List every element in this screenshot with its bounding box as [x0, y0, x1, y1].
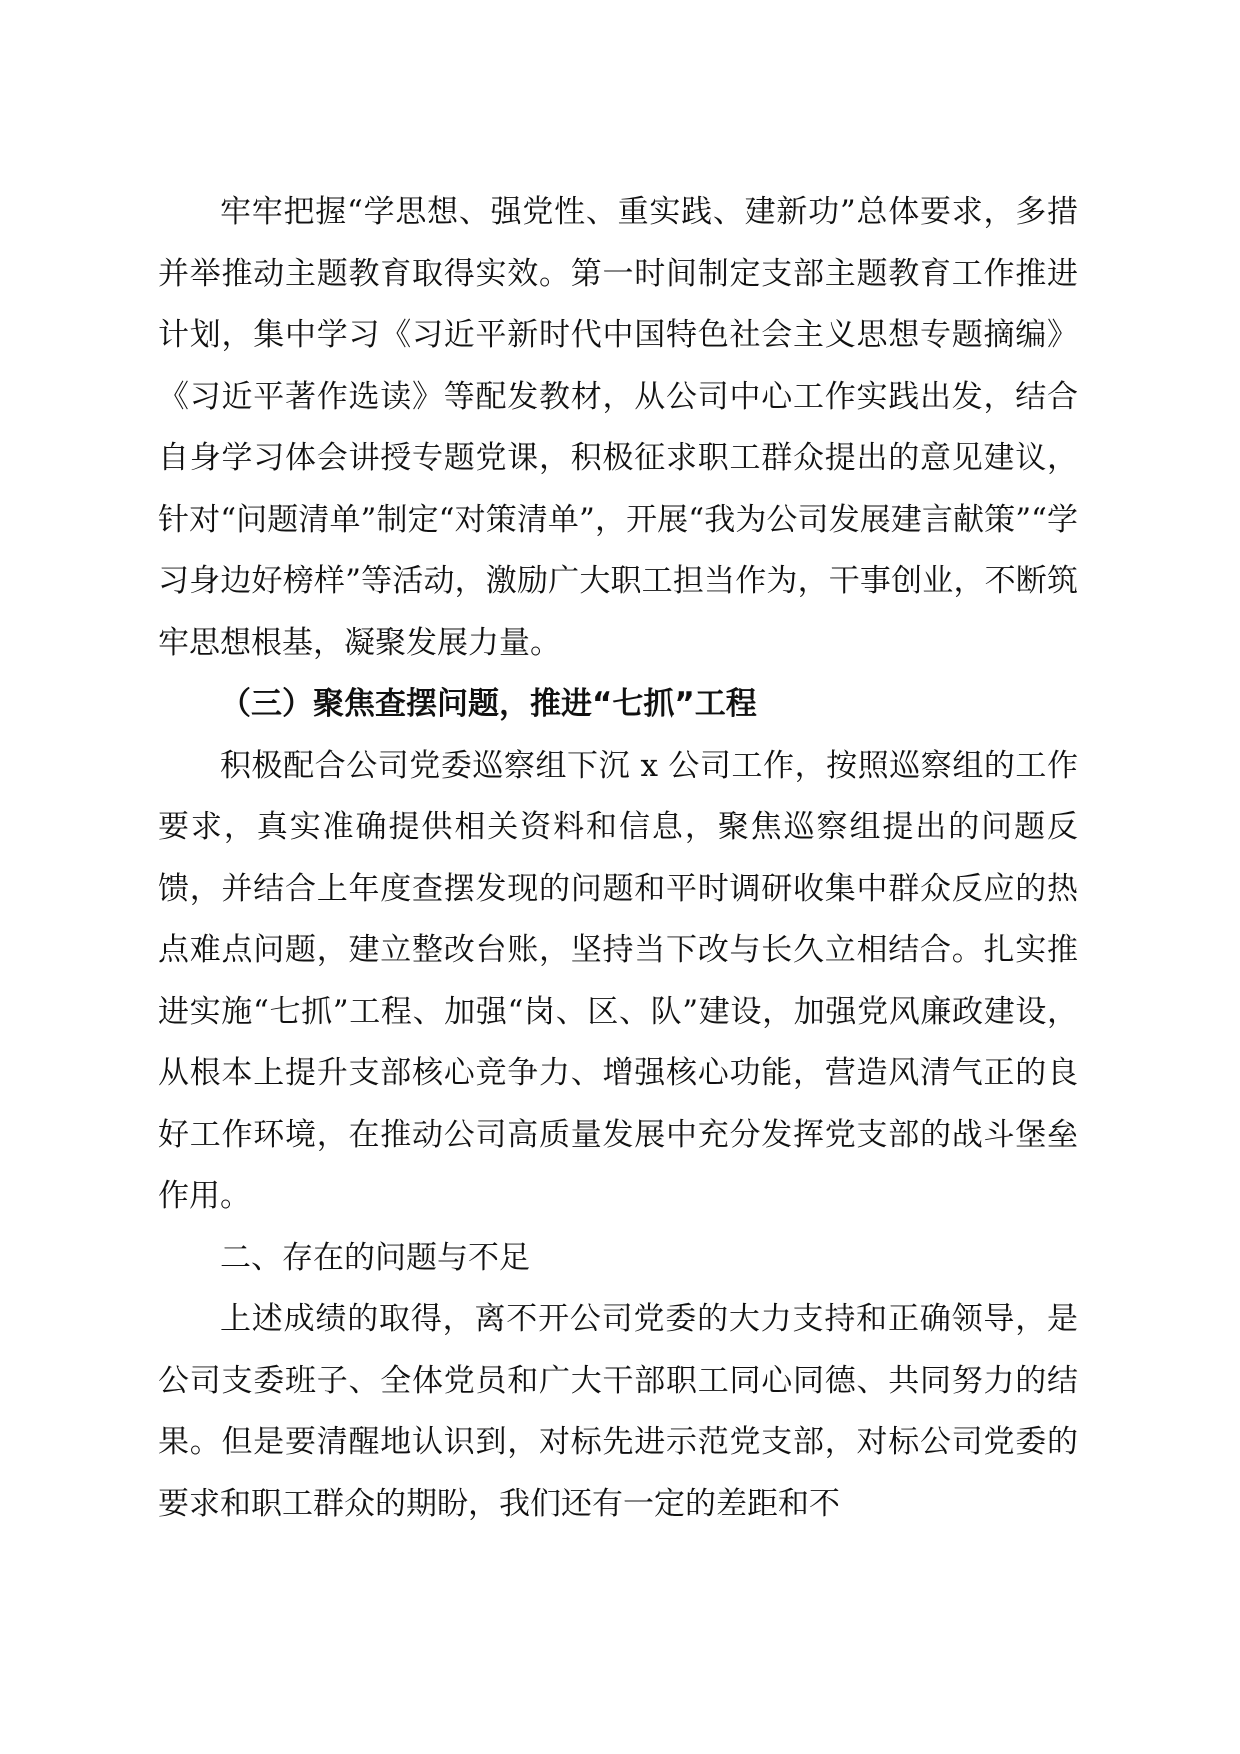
section-heading-2: 二、存在的问题与不足 [220, 1239, 530, 1276]
document-page [158, 182, 1078, 1535]
body-paragraph-theme-education: 牢牢把握“学思想、强党性、重实践、建新功”总体要求，多措并举推动主题教育取得实效。第一时间制定支部主题教育工作推进计划，集中学习《习近平新时代中国特色社会主义思想专题摘编》《习近平著作选读》等配发教材，从公司中心工作实践出发，结合自身学习体会讲授专题党课，积极征求职工群众提出的意见建议，针对“问题清单”制定“对策清单”，开展“我为公司发展建言献策”“学习身边好榜样”等活动，激励广大职工担当作为，干事创业，不断筑牢思想根基，凝聚发展力量。 [158, 194, 1078, 661]
subsection-heading-3: （三）聚焦查摆问题，推进“七抓”工程 [220, 686, 757, 722]
body-paragraph-problems: 上述成绩的取得，离不开公司党委的大力支持和正确领导，是公司支委班子、全体党员和广大干部职工同心同德、共同努力的结果。但是要清醒地认识到，对标先进示范党支部，对标公司党委的要求和职工群众的期盼，我们还有一定的差距和不 [158, 1301, 1078, 1522]
body-paragraph-inspection: 积极配合公司党委巡察组下沉 x 公司工作，按照巡察组的工作要求，真实准确提供相关资料和信息，聚焦巡察组提出的问题反馈，并结合上年度查摆发现的问题和平时调研收集中群众反应的热点难点问题，建立整改台账，坚持当下改与长久立相结合。扎实推进实施“七抓”工程、加强“岗、区、队”建设，加强党风廉政建设，从根本上提升支部核心竞争力、增强核心功能，营造风清气正的良好工作环境，在推动公司高质量发展中充分发挥党支部的战斗堡垒作用。 [158, 747, 1078, 1214]
